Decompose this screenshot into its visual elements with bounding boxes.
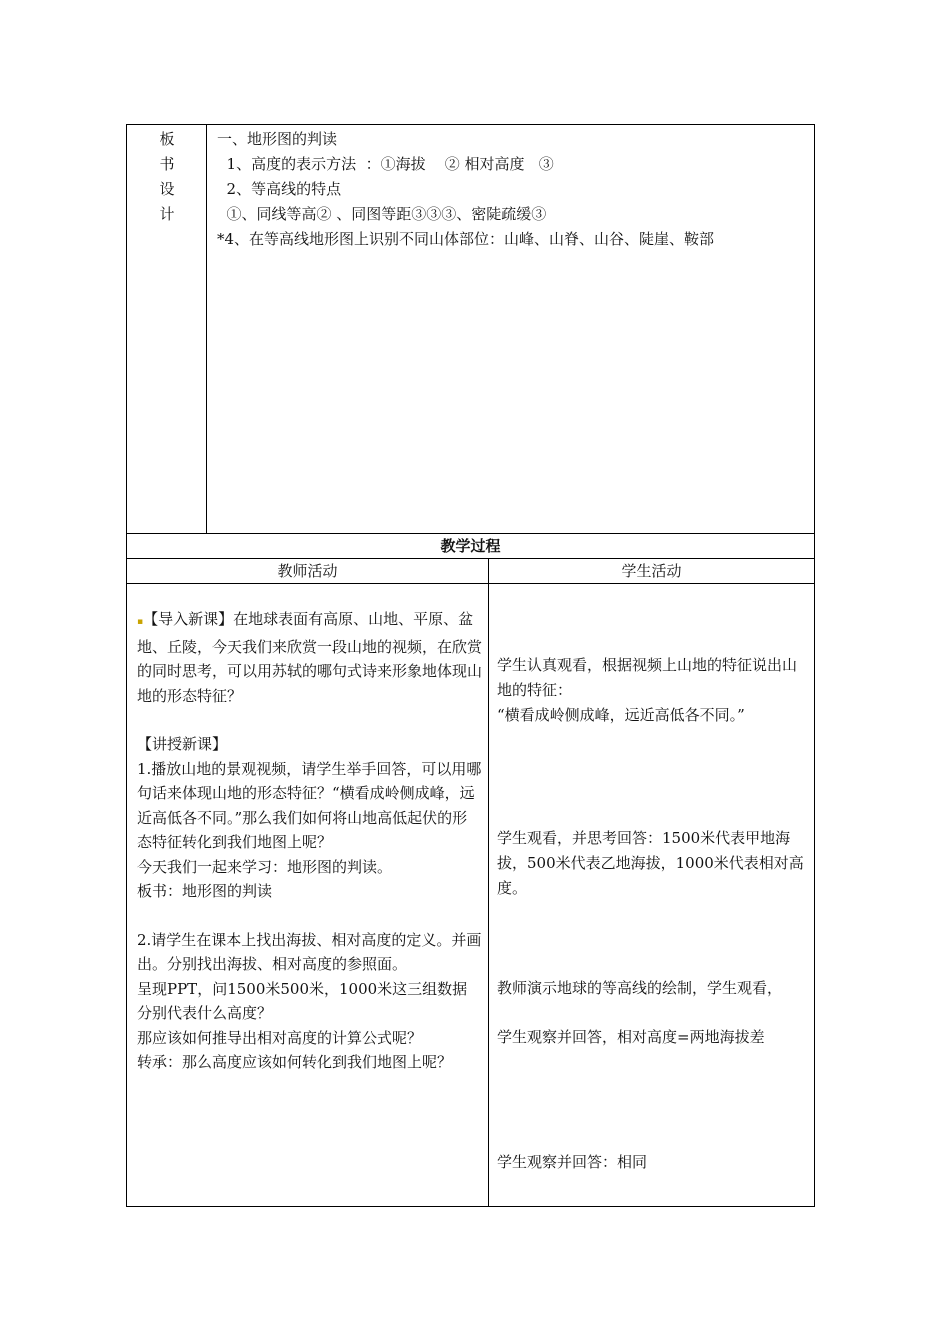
student-response-4: 学生观察并回答，相对高度=两地海拔差 — [497, 1028, 765, 1046]
label-char: 设 — [159, 180, 175, 198]
student-response-3: 教师演示地球的等高线的绘制，学生观看， — [497, 979, 783, 997]
intro-text: 在地球表面有高原、山地、平原、盆地、丘陵，今天我们来欣赏一段山地的视频，在欣赏的同时思考，可以用苏轼的哪句式诗来形象地体现山地的形态特征？ — [137, 610, 483, 705]
board-design-content — [217, 127, 807, 252]
label-char: 板 — [159, 130, 175, 148]
student-response-5: 学生观察并回答：相同 — [497, 1153, 648, 1171]
intro-tag: 【导入新课】 — [143, 610, 234, 628]
label-char: 计 — [159, 205, 175, 223]
teacher-board-note: 板书：地形图的判读 — [137, 882, 273, 900]
student-response-1: 学生认真观看，根据视频上山地的特征说出山地的特征： — [497, 656, 798, 699]
board-line: 一、地形图的判读 — [217, 130, 338, 148]
activity-divider — [488, 559, 489, 1206]
board-line: ①、同线等高② 、同图等距③③③、密陡疏缓③ — [217, 205, 547, 223]
intro-paragraph — [137, 607, 482, 708]
lesson-table — [126, 124, 815, 1207]
lecture-tag: 【讲授新课】 — [137, 735, 228, 753]
teacher-formula-question: 那应该如何推导出相对高度的计算公式呢？ — [137, 1028, 423, 1047]
board-line: 1、高度的表示方法 ：①海拔 ② 相对高度 ③ — [217, 155, 554, 173]
student-quote: “横看成岭侧成峰，远近高低各不同。” — [497, 706, 745, 724]
teacher-activity — [137, 607, 482, 1075]
student-activity-header: 学生活动 — [621, 562, 682, 580]
student-response-2: 学生观看，并思考回答：1500米代表甲地海拔，500米代表乙地海拔，1000米代表相对高度。 — [497, 829, 804, 897]
teacher-transition: 转承：那么高度应该如何转化到我们地图上呢？ — [137, 1053, 453, 1071]
teacher-step-2: 2.请学生在课本上找出海拔、相对高度的定义。并画出。分别找出海拔、相对高度的参照面。 — [137, 930, 482, 973]
label-char: 书 — [159, 155, 175, 173]
board-line: *4、在等高线地形图上识别不同山体部位：山峰、山脊、山谷、陡崖、鞍部 — [217, 230, 715, 248]
board-design-label — [127, 127, 207, 227]
teacher-ppt-question: 呈现PPT，问1500米500米，1000米这三组数据分别代表什么高度？ — [137, 979, 468, 1022]
marker-icon: ▪ — [137, 617, 144, 627]
board-line: 2、等高线的特点 — [217, 180, 342, 198]
process-title: 教学过程 — [440, 537, 501, 555]
teacher-activity-header: 教师活动 — [277, 562, 338, 580]
teacher-step-intro: 今天我们一起来学习：地形图的判读。 — [137, 857, 393, 876]
teacher-step-1: 1.播放山地的景观视频，请学生举手回答，可以用哪句话来体现山地的形态特征？“横看成岭侧成峰，远近高低各不同。”那么我们如何将山地高低起伏的形态特征转化到我们地图上呢？ — [137, 759, 482, 851]
